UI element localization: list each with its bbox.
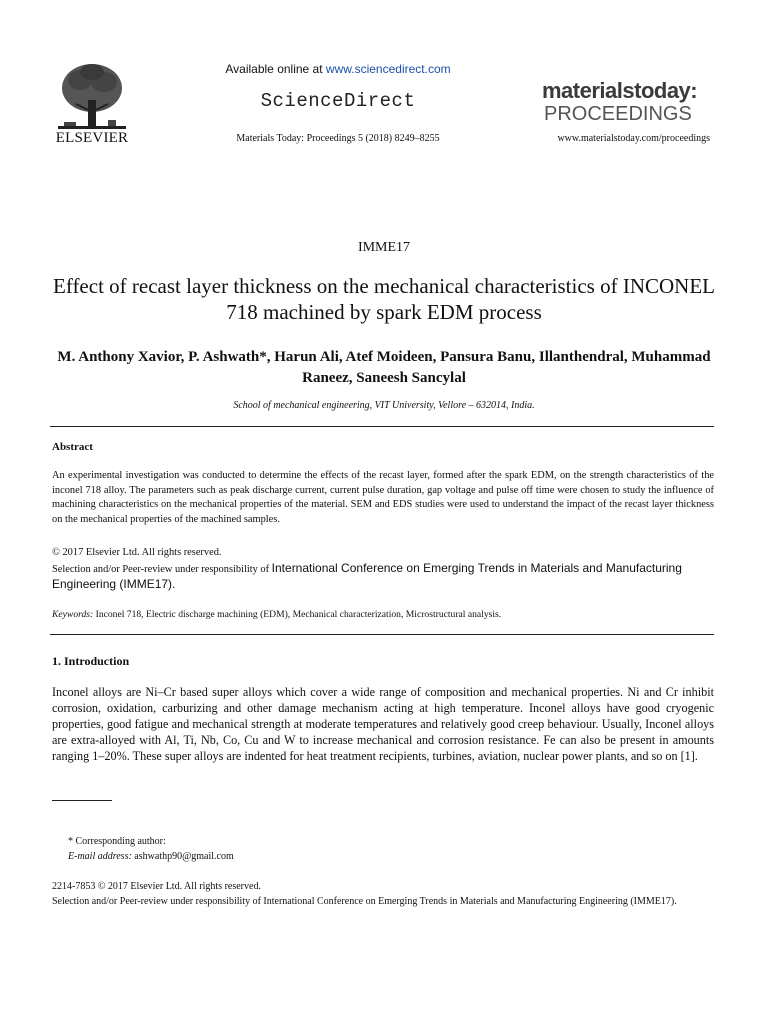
keywords-list: Inconel 718, Electric discharge machining (EDM), Mechanical characterization, Microstructural analysis. (95, 609, 502, 620)
journal-citation: Materials Today: Proceedings 5 (2018) 8249–8255 (236, 133, 440, 144)
available-online-line (160, 62, 516, 76)
issn-copyright-line: 2214-7853 © 2017 Elsevier Ltd. All rights reserved. (52, 881, 261, 892)
materials-today-logo (540, 78, 730, 124)
conference-tag: IMME17 (357, 240, 411, 255)
abstract-body: An experimental investigation was conducted to determine the effects of the recast layer, formed after the spark EDM, on the strength characteristics of the inconel 718 alloy. The parameters such as peak discharge current, current pulse duration, gap voltage and pulse off time were chosen to study the influence of machining characteristics on the mechanical properties of the material. SEM and EDS studies were used to understand the impact of the recast layer thickness on the mechanical properties of the machined samples. (52, 470, 714, 525)
footnote-divider (52, 800, 112, 801)
affiliation: School of mechanical engineering, VIT University, Vellore – 632014, India. (233, 400, 535, 411)
abstract-heading: Abstract (52, 441, 93, 453)
sciencedirect-title: ScienceDirect (260, 90, 416, 112)
journal-logo-line-2: PROCEEDINGS (544, 103, 692, 124)
section-heading-introduction: 1. Introduction (52, 654, 130, 668)
journal-logo-line-1: materialstoday: (542, 78, 698, 103)
email-line (68, 851, 234, 862)
divider-top (50, 426, 714, 427)
introduction-body: Inconel alloys are Ni–Cr based super alloys which cover a wide range of composition and mechanical properties. Ni and Cr inhibit corrosion, oxidation, carburizing and other damage mechanism acting at high temperature. Inconel alloys have good cryogenic properties, good fatigue and mechanical strength at moderate temperatures and relatively good creep behaviour. Usually, Inconel alloys are extra-alloyed with Al, Ti, Nb, Co, Cu and W to increase mechanical and corrosion resistance. Fe can also be present in amounts ranging 1–20%. These super alloys are indented for heat treatment recipients, turbines, aviation, nuclear power plants, and so on [1]. (52, 685, 714, 763)
footer-selection-note: Selection and/or Peer-review under responsibility of International Conference on Emerging Trends in Materials and Manufacturing Engineering (IMME17). (52, 896, 677, 907)
sciencedirect-link[interactable]: www.sciencedirect.com (325, 62, 451, 76)
selection-conference: International Conference on Emerging Trends in Materials and Manufacturing Engineering (IMME17). (52, 561, 682, 591)
paper-title: Effect of recast layer thickness on the mechanical characteristics of INCONEL 718 machined by spark EDM process (53, 274, 715, 324)
keywords-line (52, 609, 714, 620)
divider-bottom (50, 634, 714, 635)
abstract-copyright: © 2017 Elsevier Ltd. All rights reserved. (52, 547, 222, 558)
corresponding-author-note: * Corresponding author: (68, 836, 166, 847)
author-list: M. Anthony Xavior, P. Ashwath*, Harun Ali, Atef Moideen, Pansura Banu, Illanthendral, Muhammad Raneez, Saneesh Sancylal (57, 349, 711, 386)
email-address[interactable]: ashwathp90@gmail.com (134, 851, 234, 862)
keywords-label: Keywords: (52, 609, 94, 620)
selection-prefix: Selection and/or Peer-review under responsibility of (52, 564, 272, 575)
journal-url: www.materialstoday.com/proceedings (557, 133, 710, 144)
abstract-selection-note (52, 561, 714, 592)
available-prefix: Available online at (225, 62, 326, 76)
email-label: E-mail address: (68, 851, 132, 862)
elsevier-wordmark: ELSEVIER (55, 130, 129, 146)
